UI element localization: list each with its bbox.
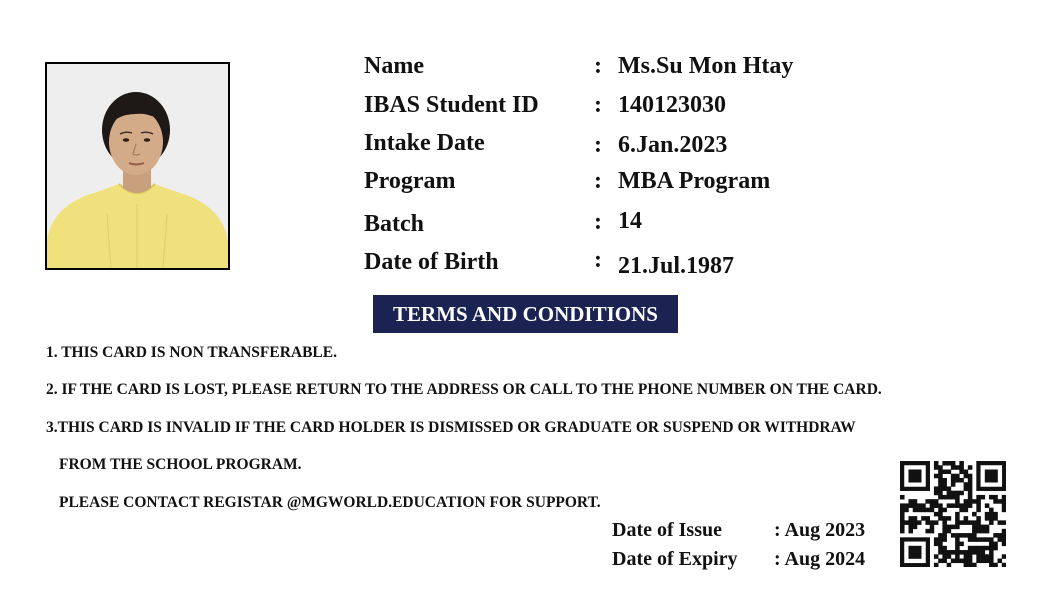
intake-date-separator: : — [594, 132, 602, 158]
student-id-label: IBAS Student ID — [364, 92, 539, 118]
student-portrait-icon — [47, 64, 228, 268]
qr-code-icon — [900, 461, 1006, 567]
date-of-birth-value: 21.Jul.1987 — [618, 253, 735, 279]
student-id-value: 140123030 — [618, 92, 726, 118]
qr-code — [900, 461, 1006, 567]
batch-value: 14 — [618, 208, 642, 234]
program-label: Program — [364, 168, 456, 194]
date-of-birth-label: Date of Birth — [364, 249, 499, 275]
term-line-3: 3.THIS CARD IS INVALID IF THE CARD HOLDER IS DISMISSED OR GRADUATE OR SUSPEND OR WITHDRAW — [46, 419, 856, 436]
name-label: Name — [364, 53, 424, 79]
student-id-separator: : — [594, 92, 602, 118]
date-of-expiry-value: : Aug 2024 — [774, 548, 866, 570]
terms-heading: TERMS AND CONDITIONS — [373, 295, 678, 333]
date-of-issue-value: : Aug 2023 — [774, 519, 866, 541]
name-separator: : — [594, 53, 602, 79]
date-of-expiry-label: Date of Expiry — [612, 548, 738, 570]
intake-date-label: Intake Date — [364, 130, 485, 156]
program-separator: : — [594, 168, 602, 194]
support-contact-line: PLEASE CONTACT REGISTAR @MGWORLD.EDUCATION FOR SUPPORT. — [59, 494, 601, 511]
program-value: MBA Program — [618, 168, 771, 194]
name-value: Ms.Su Mon Htay — [618, 53, 794, 79]
date-of-birth-separator: : — [594, 247, 602, 273]
term-line-3-continued: FROM THE SCHOOL PROGRAM. — [59, 456, 302, 473]
student-photo — [45, 62, 230, 270]
term-line-2: 2. IF THE CARD IS LOST, PLEASE RETURN TO THE ADDRESS OR CALL TO THE PHONE NUMBER ON THE CARD. — [46, 381, 882, 398]
batch-separator: : — [594, 209, 602, 235]
intake-date-value: 6.Jan.2023 — [618, 132, 728, 158]
term-line-1: 1. THIS CARD IS NON TRANSFERABLE. — [46, 344, 337, 361]
date-of-issue-label: Date of Issue — [612, 519, 722, 541]
batch-label: Batch — [364, 211, 424, 237]
